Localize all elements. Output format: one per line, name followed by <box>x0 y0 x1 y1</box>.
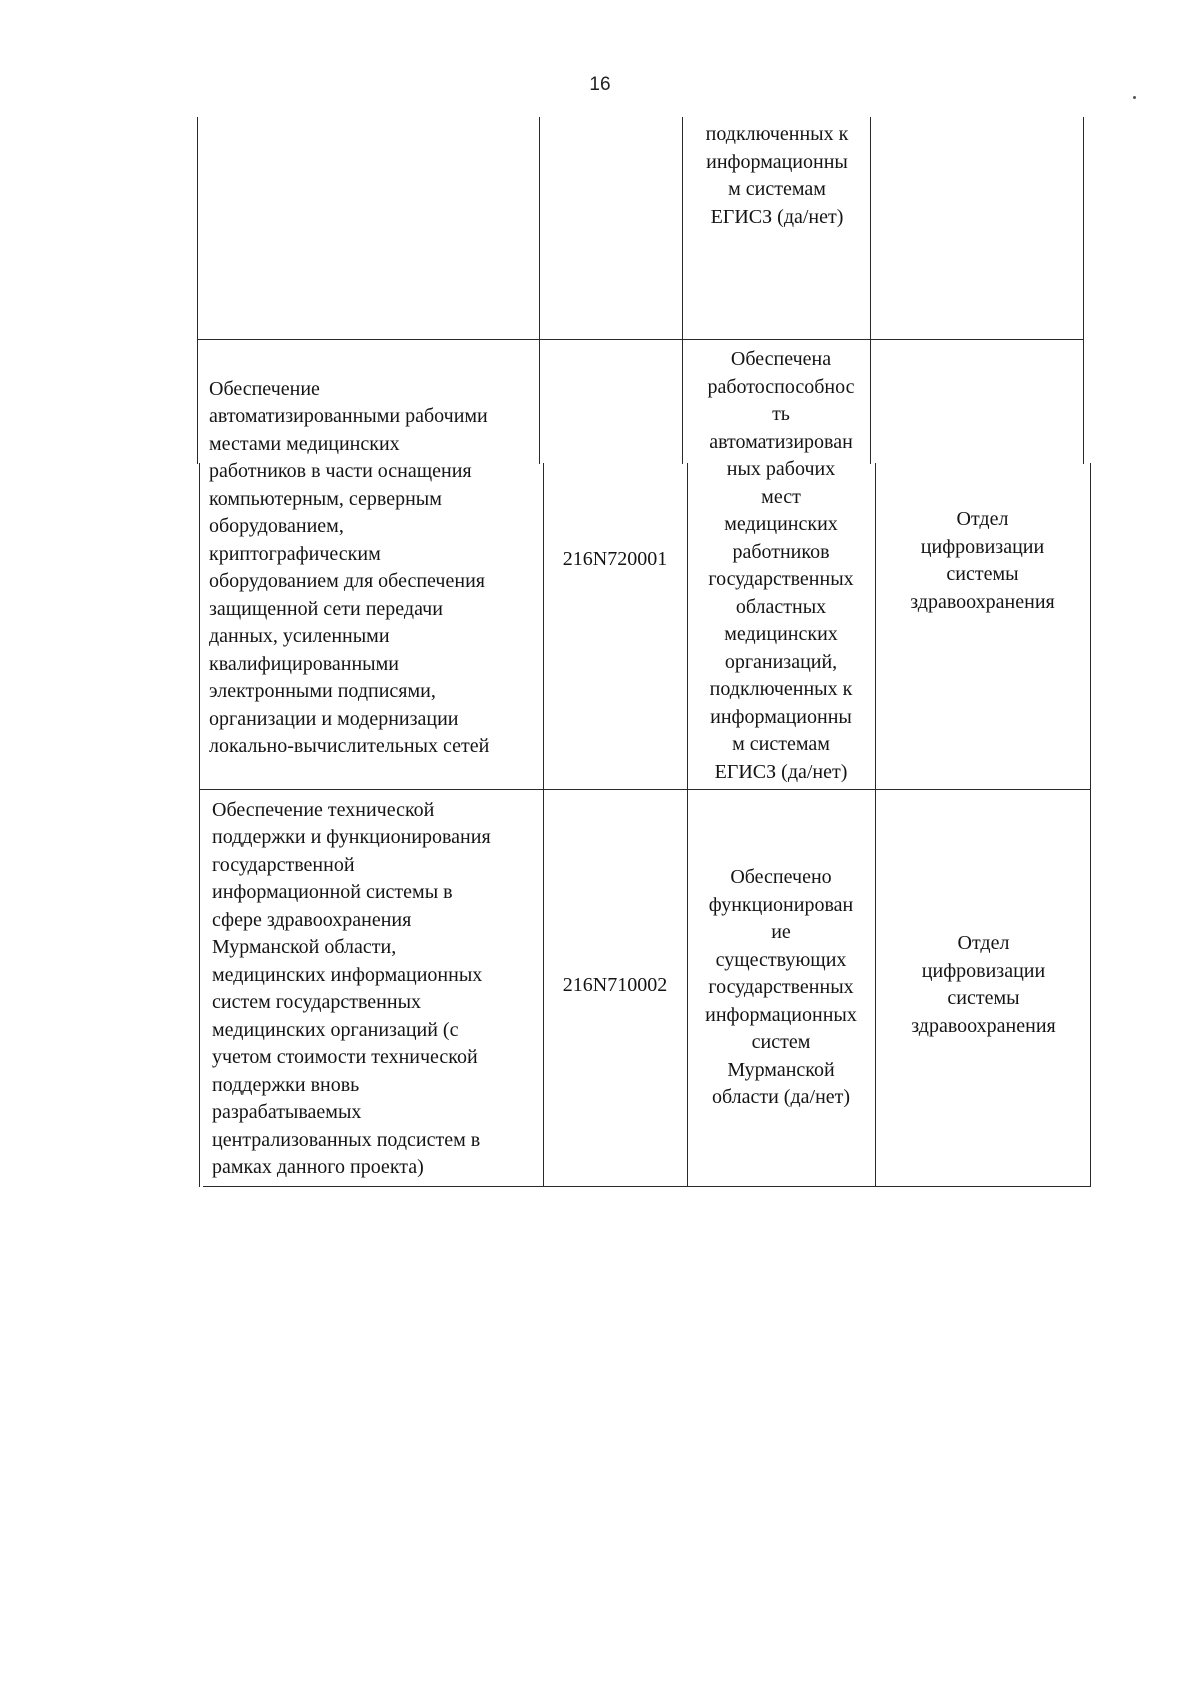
table-row-3-responsible <box>877 929 1090 1041</box>
cell-line: Обеспечена <box>730 348 832 370</box>
cell-line: информационны <box>706 150 848 173</box>
cell-line: существующих <box>715 948 847 971</box>
table-border-right <box>1083 117 1084 464</box>
cell-line: работников в части оснащения <box>209 460 472 482</box>
cell-line: оборудованием, <box>209 515 344 537</box>
cell-line: областных <box>735 595 827 618</box>
cell-line: медицинских <box>724 623 838 645</box>
cell-line: ЕГИСЗ (да/нет) <box>710 205 844 228</box>
cell-line: организаций, <box>724 650 838 673</box>
cell-line: системы <box>946 563 1019 585</box>
column-divider <box>682 117 683 464</box>
cell-line: государственной <box>212 853 355 876</box>
cell-line: информационны <box>710 705 852 728</box>
cell-line: здравоохранения <box>911 1014 1056 1037</box>
cell-line: электронными подписями, <box>209 680 436 702</box>
cell-line: информационной системы в <box>212 881 453 903</box>
cell-line: 216N720001 <box>562 548 668 571</box>
cell-line: местами медицинских <box>209 432 400 455</box>
cell-line: подключенных к <box>709 678 853 700</box>
cell-line: квалифицированными <box>209 652 399 675</box>
cell-line: государственных <box>708 568 854 590</box>
table-row-2-result <box>687 344 875 788</box>
cell-line: работоспособнос <box>707 375 855 398</box>
cell-line: цифровизации <box>920 535 1045 558</box>
page-number: 16 <box>589 74 611 95</box>
cell-line: поддержки вновь <box>212 1073 360 1096</box>
cell-line: системы <box>947 987 1020 1009</box>
cell-line: данных, усиленными <box>209 625 390 647</box>
cell-line: ных рабочих <box>726 458 836 480</box>
cell-line: организации и модернизации <box>209 707 459 730</box>
table-row-3-result <box>687 862 875 1114</box>
cell-line: работников <box>732 540 830 563</box>
table-border-bottom <box>203 1186 1091 1187</box>
cell-line: подключенных к <box>705 123 849 145</box>
table-row-1-result <box>684 120 870 232</box>
cell-line: ЕГИСЗ (да/нет) <box>714 760 848 783</box>
cell-line: автоматизирован <box>709 430 853 453</box>
cell-line: локально-вычислительных сетей <box>209 735 490 757</box>
row-divider <box>199 789 1091 790</box>
cell-line: систем <box>751 1031 811 1054</box>
cell-line: медицинских информационных <box>212 963 483 986</box>
cell-line: информационных <box>705 1003 857 1026</box>
cell-line: систем государственных <box>212 991 422 1013</box>
cell-line: Обеспечено <box>730 866 832 889</box>
cell-line: оборудованием для обеспечения <box>209 570 485 592</box>
cell-line: Мурманской <box>727 1058 835 1081</box>
row-divider <box>197 339 1084 340</box>
cell-line: компьютерным, серверным <box>209 487 442 510</box>
cell-line: централизованных подсистем в <box>212 1128 481 1151</box>
cell-line: криптографическим <box>209 542 381 565</box>
cell-line: цифровизации <box>921 959 1046 982</box>
cell-line: ие <box>771 921 791 944</box>
table-row-2-measure <box>209 372 541 764</box>
cell-line: мест <box>761 485 801 508</box>
table-border-right <box>1090 463 1091 1187</box>
cell-line: области (да/нет) <box>711 1086 851 1109</box>
cell-line: функционирован <box>708 893 854 916</box>
table-border-left <box>197 117 198 464</box>
table-row-2-responsible <box>875 505 1090 617</box>
cell-line: Отдел <box>957 932 1010 954</box>
cell-line: разрабатываемых <box>212 1101 362 1123</box>
cell-line: здравоохранения <box>910 590 1055 613</box>
table-row-3-measure <box>212 792 542 1186</box>
cell-line: сфере здравоохранения <box>212 908 412 931</box>
cell-line: медицинских организаций (с <box>212 1018 459 1041</box>
cell-line: м системам <box>732 733 830 755</box>
cell-line: автоматизированными рабочими <box>209 405 488 427</box>
cell-line: м системам <box>728 178 826 200</box>
cell-line: 216N710002 <box>562 974 668 997</box>
table-border-left <box>199 463 200 1187</box>
table-row-2-code <box>543 540 687 580</box>
cell-line: государственных <box>708 976 854 999</box>
cell-line: рамках данного проекта) <box>212 1156 424 1178</box>
cell-line: ть <box>772 403 790 425</box>
cell-line: поддержки и функционирования <box>212 826 491 848</box>
cell-line: Обеспечение <box>209 377 320 400</box>
cell-line: защищенной сети передачи <box>209 597 443 620</box>
table-row-3-code <box>543 966 687 1006</box>
cell-line: Отдел <box>956 508 1009 530</box>
cell-line: медицинских <box>724 513 838 535</box>
cell-line: учетом стоимости технической <box>212 1046 478 1068</box>
cell-line: Мурманской области, <box>212 936 397 958</box>
cell-line: Обеспечение технической <box>212 798 435 821</box>
